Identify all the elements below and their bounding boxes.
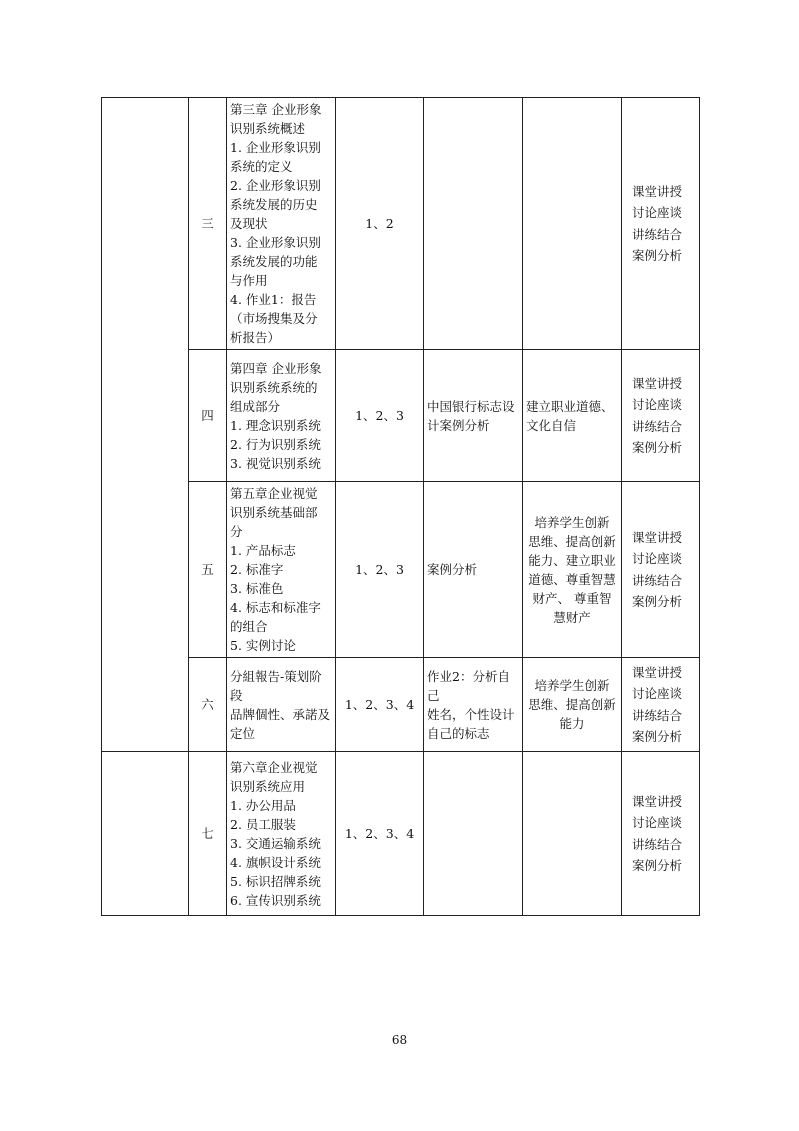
table-row	[102, 752, 700, 916]
objectives-cell: 1、2	[336, 98, 424, 350]
method-cell: 课堂讲授 讨论座谈 讲练结合 案例分析	[622, 658, 700, 752]
week-cell: 三	[189, 98, 227, 350]
table-row	[102, 482, 700, 658]
objectives-cell: 1、2、3	[336, 350, 424, 482]
content-cell: 第六章企业视觉 识别系统应用 1. 办公用品 2. 员工服装 3. 交通运输系统 4. 旗帜设计系统 5. 标识招牌系统 6. 宣传识别系统	[227, 752, 336, 916]
ideology-cell	[523, 98, 622, 350]
method-cell: 课堂讲授 讨论座谈 讲练结合 案例分析	[622, 98, 700, 350]
page-number: 68	[391, 1033, 408, 1047]
ideology-cell	[523, 752, 622, 916]
ideology-cell: 建立职业道德、 文化自信	[523, 350, 622, 482]
week-cell: 七	[189, 752, 227, 916]
objectives-cell: 1、2、3、4	[336, 658, 424, 752]
content-cell: 分組報告-策划阶 段 品牌個性、承諾及 定位	[227, 658, 336, 752]
module-cell	[102, 98, 189, 752]
week-cell: 五	[189, 482, 227, 658]
ideology-cell: 培养学生创新 思维、提高创新 能力、建立职业 道德、尊重智慧 财产、 尊重智 慧财产	[523, 482, 622, 658]
case-cell	[424, 98, 523, 350]
table-row	[102, 350, 700, 482]
ideology-cell: 培养学生创新 思维、提高创新 能力	[523, 658, 622, 752]
week-cell: 四	[189, 350, 227, 482]
module-cell	[102, 752, 189, 916]
method-cell: 课堂讲授 讨论座谈 讲练结合 案例分析	[622, 350, 700, 482]
method-cell: 课堂讲授 讨论座谈 讲练结合 案例分析	[622, 482, 700, 658]
case-cell: 作业2：分析自己 姓名，个性设计 自己的标志	[424, 658, 523, 752]
table-row	[102, 98, 700, 350]
content-cell: 第三章 企业形象 识别系统概述 1. 企业形象识别 系统的定义 2. 企业形象识别 系统发展的历史 及现状 3. 企业形象识别 系统发展的功能 与作用 4. 作业1：报告 （市场搜集及分 析报告）	[227, 98, 336, 350]
case-cell	[424, 752, 523, 916]
objectives-cell: 1、2、3、4	[336, 752, 424, 916]
objectives-cell: 1、2、3	[336, 482, 424, 658]
syllabus-table	[101, 97, 700, 916]
case-cell: 案例分析	[424, 482, 523, 658]
method-cell: 课堂讲授 讨论座谈 讲练结合 案例分析	[622, 752, 700, 916]
table-row	[102, 658, 700, 752]
content-cell: 第五章企业视觉 识别系统基础部 分 1. 产品标志 2. 标准字 3. 标准色 4. 标志和标准字 的组合 5. 实例讨论	[227, 482, 336, 658]
content-cell: 第四章 企业形象 识别系统系统的 组成部分 1. 理念识别系统 2. 行为识别系统 3. 视觉识别系统	[227, 350, 336, 482]
week-cell: 六	[189, 658, 227, 752]
case-cell: 中国银行标志设 计案例分析	[424, 350, 523, 482]
